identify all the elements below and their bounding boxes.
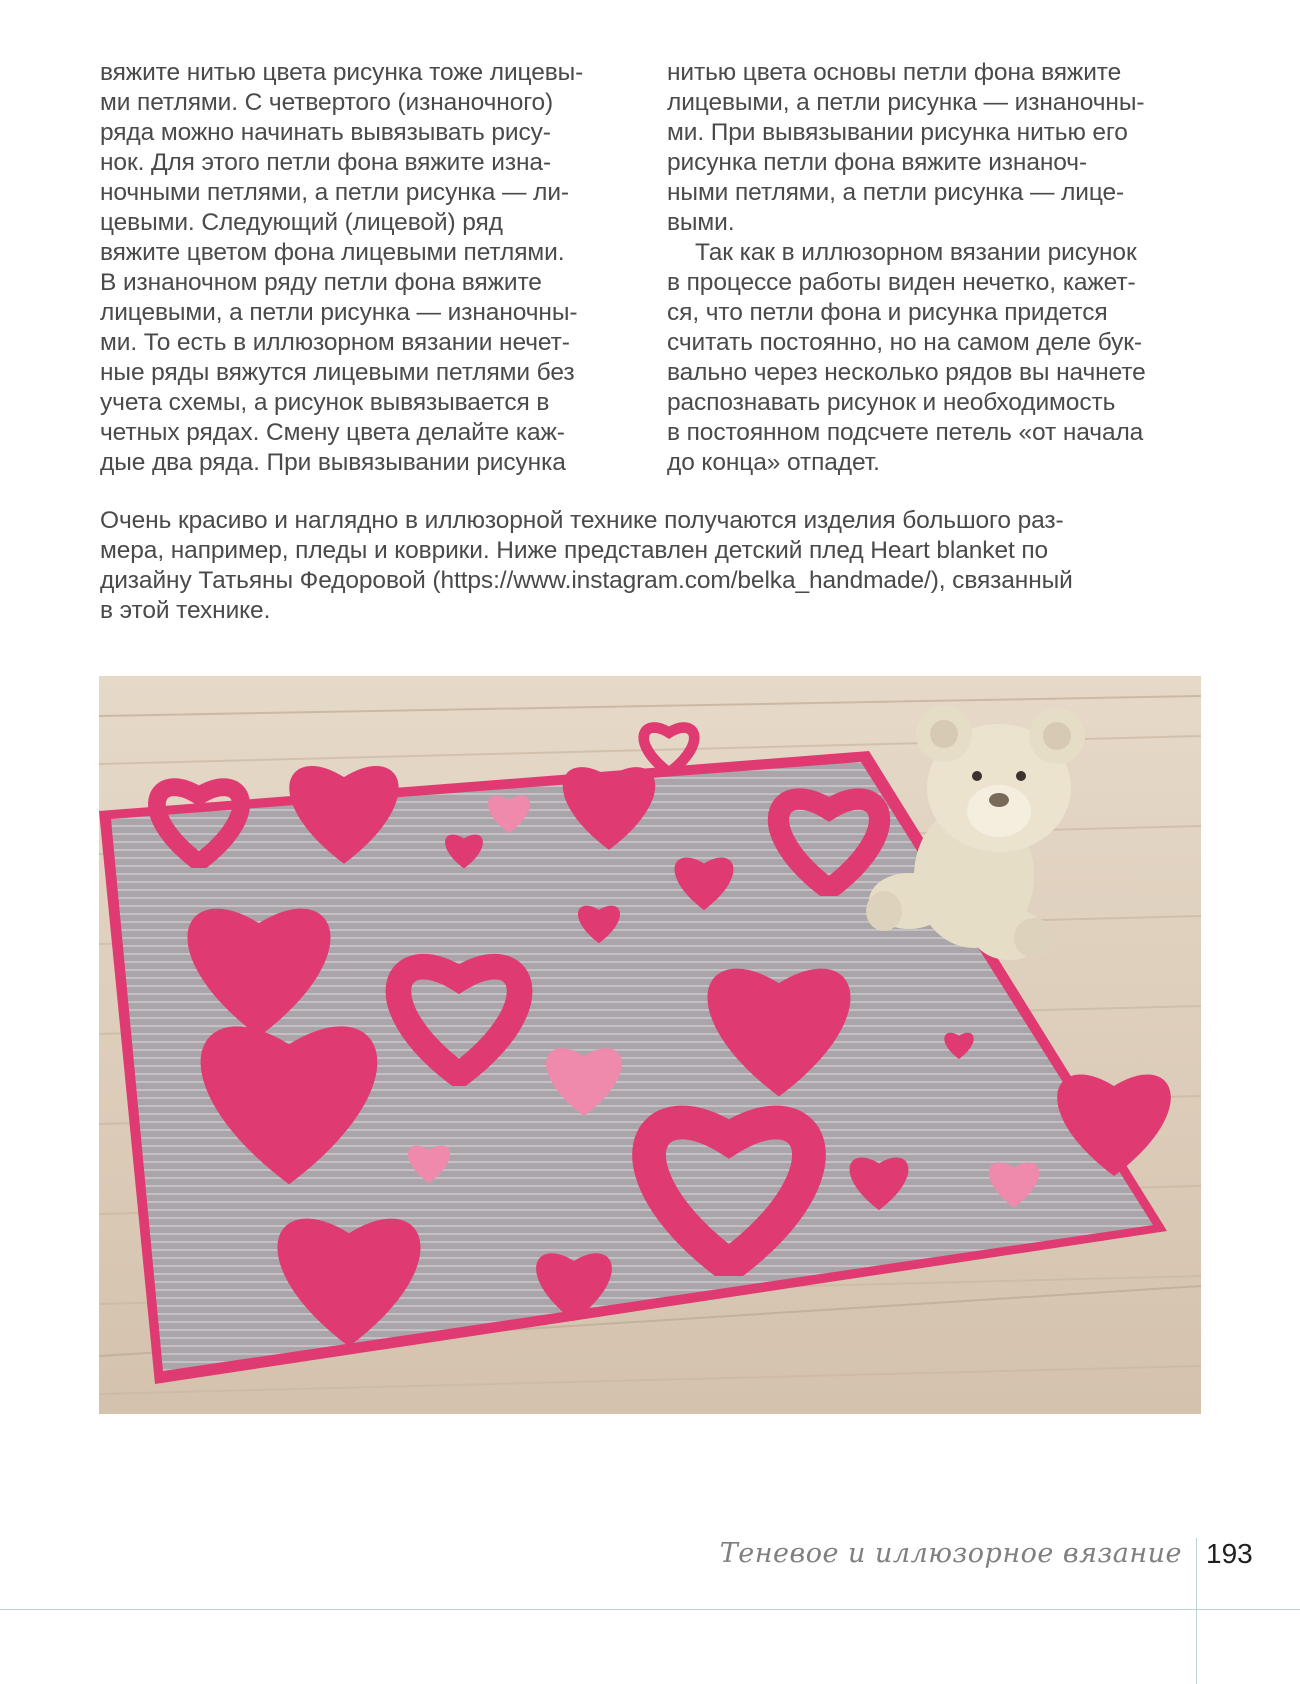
text-line: учета схемы, а рисунок вывязывается в (100, 389, 550, 416)
blanket-photo (99, 676, 1201, 1414)
intro-paragraph (100, 506, 1210, 626)
text-line: В изнаночном ряду петли фона вяжите (100, 269, 542, 296)
footer-divider (1196, 1538, 1197, 1684)
text-line: в этой технике. (100, 597, 271, 624)
text-line: до конца» отпадет. (667, 449, 880, 476)
text-line: в процессе работы виден нечетко, кажет- (667, 269, 1136, 296)
text-line: вяжите цветом фона лицевыми петлями. (100, 239, 565, 266)
text-line: мера, например, пледы и коврики. Ниже представлен детский плед Heart blanket по (100, 537, 1049, 564)
text-line: ные ряды вяжутся лицевыми петлями без (100, 359, 575, 386)
text-line: ся, что петли фона и рисунка придется (667, 299, 1108, 326)
text-line: лицевыми, а петли рисунка — изнаночны- (667, 89, 1145, 116)
text-line: в постоянном подсчете петель «от начала (667, 419, 1144, 446)
text-line: ными петлями, а петли рисунка — лице- (667, 179, 1125, 206)
text-line: выми. (667, 209, 735, 236)
text-line: четных рядах. Смену цвета делайте каж- (100, 419, 565, 446)
text-line: вяжите нитью цвета рисунка тоже лицевы- (100, 59, 584, 86)
text-line: дизайну Татьяны Федоровой (https://www.instagram.com/belka_handmade/), связанный (100, 567, 1073, 594)
text-line: Очень красиво и наглядно в иллюзорной технике получаются изделия большого раз- (100, 507, 1064, 534)
text-line: лицевыми, а петли рисунка — изнаночны- (100, 299, 578, 326)
left-column (100, 58, 640, 478)
text-line: дые два ряда. При вывязывании рисунка (100, 449, 566, 476)
text-line: распознавать рисунок и необходимость (667, 389, 1116, 416)
text-line: ми. При вывязывании рисунка нитью его (667, 119, 1128, 146)
text-line: цевыми. Следующий (лицевой) ряд (100, 209, 503, 236)
text-line: ми. То есть в иллюзорном вязании нечет- (100, 329, 570, 356)
text-line: вально через несколько рядов вы начнете (667, 359, 1146, 386)
text-line: нок. Для этого петли фона вяжите изна- (100, 149, 552, 176)
text-line: считать постоянно, но на самом деле бук- (667, 329, 1142, 356)
page-number: 193 (1206, 1538, 1253, 1569)
right-column (667, 58, 1207, 478)
text-line: Так как в иллюзорном вязании рисунок (695, 239, 1137, 266)
text-line: ряда можно начинать вывязывать рису- (100, 119, 551, 146)
running-title: Теневое и иллюзорное вязание (719, 1538, 1182, 1569)
text-line: нитью цвета основы петли фона вяжите (667, 59, 1122, 86)
photo-image-icon (99, 676, 1201, 1414)
text-line: ми петлями. С четвертого (изнаночного) (100, 89, 554, 116)
text-line: ночными петлями, а петли рисунка — ли- (100, 179, 569, 206)
text-line: рисунка петли фона вяжите изнаноч- (667, 149, 1088, 176)
footer-rule (0, 1609, 1300, 1610)
